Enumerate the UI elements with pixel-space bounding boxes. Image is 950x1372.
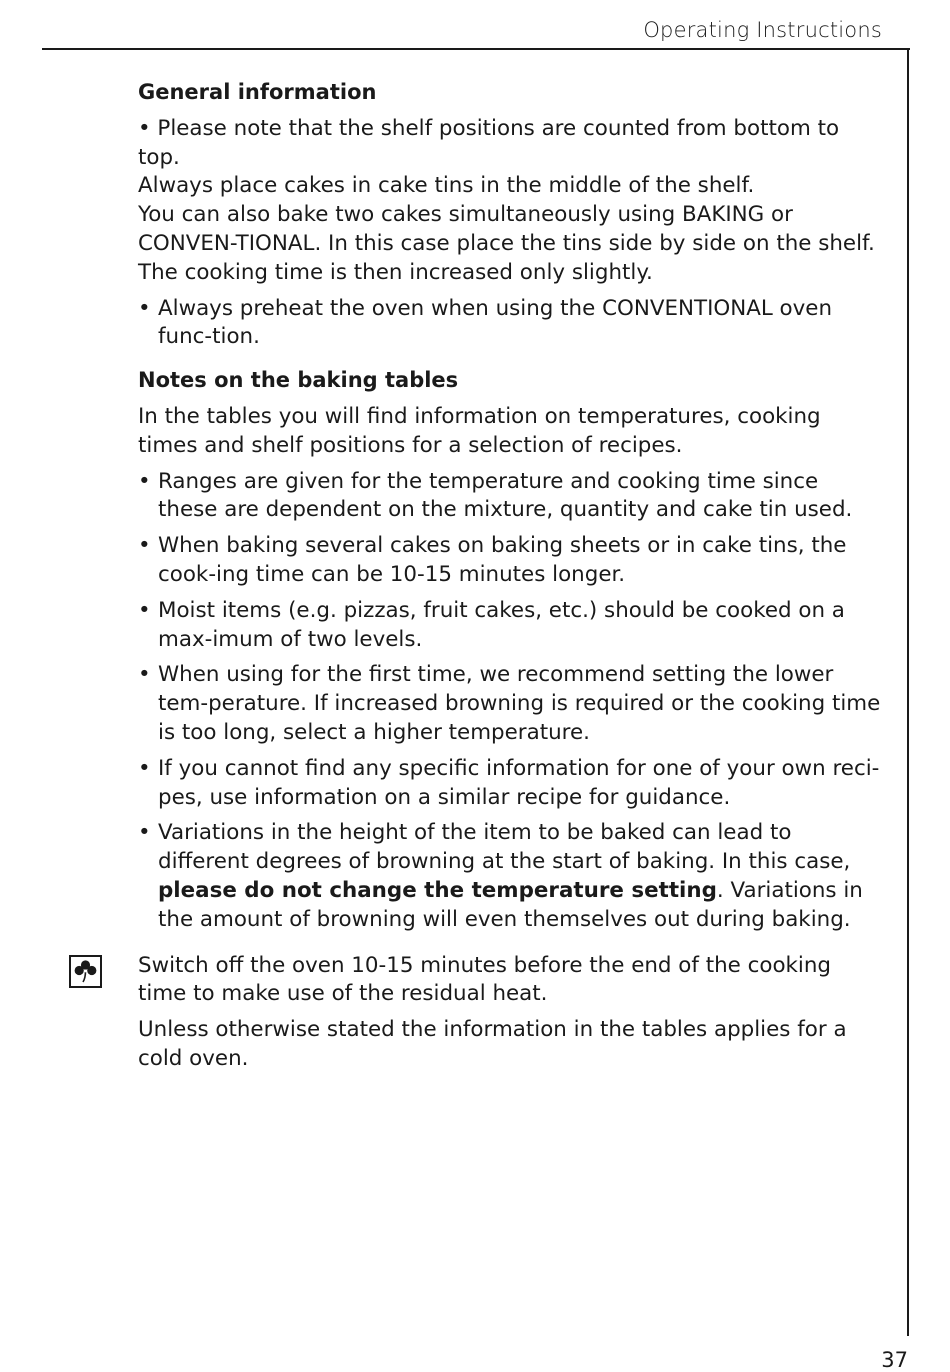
general-bullet-2 — [138, 295, 882, 353]
right-margin-rule — [907, 48, 909, 1336]
tip-text-2: Unless otherwise stated the information in the tables applies for a cold oven. — [138, 1017, 847, 1071]
list-item-text: Ranges are given for the temperature and cooking time since these are dependent on the mixture, quantity and cake tin used. — [158, 468, 853, 523]
header-rule — [42, 48, 910, 50]
list-item — [138, 661, 882, 747]
list-item — [138, 468, 882, 526]
general-bullet-1-cont: Always place cakes in cake tins in the middle of the shelf. — [138, 173, 755, 199]
list-item — [138, 755, 882, 813]
general-bullet-2-text: Always preheat the oven when using the CONVENTIONAL oven func-tion. — [158, 295, 833, 350]
list-item-text: Moist items (e.g. pizzas, fruit cakes, etc.) should be cooked on a max-imum of two levels. — [158, 597, 845, 652]
bullet-dot: • — [138, 662, 151, 688]
general-bullet-1-extra: You can also bake two cakes simultaneously using BAKING or CONVEN-TIONAL. In this case place the tins side by side on the shelf. The cooking time is then increased only slightly. — [138, 202, 875, 285]
variations-text-bold: please do not change the temperature setting — [158, 877, 717, 903]
header-title: Operating Instructions — [643, 18, 882, 42]
page-number: 37 — [881, 1348, 908, 1372]
clover-icon — [69, 955, 102, 988]
list-item — [138, 532, 882, 590]
bullet-dot: • — [138, 755, 151, 781]
list-item-text — [158, 820, 863, 931]
bullet-dot: • — [138, 533, 151, 559]
tip-text-1: Switch off the oven 10-15 minutes before the end of the cooking time to make use of the residual heat. — [138, 952, 832, 1007]
list-item-text: When baking several cakes on baking sheets or in cake tins, the cook-ing time can be 10-15 minutes longer. — [158, 533, 847, 587]
list-item-text: If you cannot find any specific information for one of your own reci-pes, use information on a similar recipe for guidance. — [158, 755, 880, 810]
list-item — [138, 597, 882, 655]
bullet-dot: • — [138, 295, 151, 321]
general-information-heading: General information — [138, 80, 377, 104]
general-bullet-1 — [138, 115, 882, 288]
tip-block — [138, 952, 882, 1074]
bullet-dot: • — [138, 820, 151, 846]
notes-intro: In the tables you will find information on temperatures, cooking times and shelf positions for a selection of recipes. — [138, 403, 821, 458]
page-content — [138, 78, 882, 1081]
variations-text-start: Variations in the height of the item to be baked can lead to different degrees of browning at the start of baking. In this case, — [158, 820, 851, 875]
variations-text-end: . Variations in the amount of browning will even themselves out during baking. — [158, 877, 863, 932]
notes-heading: Notes on the baking tables — [138, 368, 459, 393]
general-bullet-1-line1: Please note that the shelf positions are counted from bottom to top. — [138, 115, 840, 170]
bullet-dot: • — [138, 468, 151, 494]
bullet-dot: • — [138, 597, 151, 623]
list-item-text: When using for the first time, we recommend setting the lower tem-perature. If increased browning is required or the cooking time is too long, select a higher temperature. — [158, 662, 881, 745]
bullet-dot: • — [138, 115, 158, 141]
list-item — [138, 819, 882, 934]
